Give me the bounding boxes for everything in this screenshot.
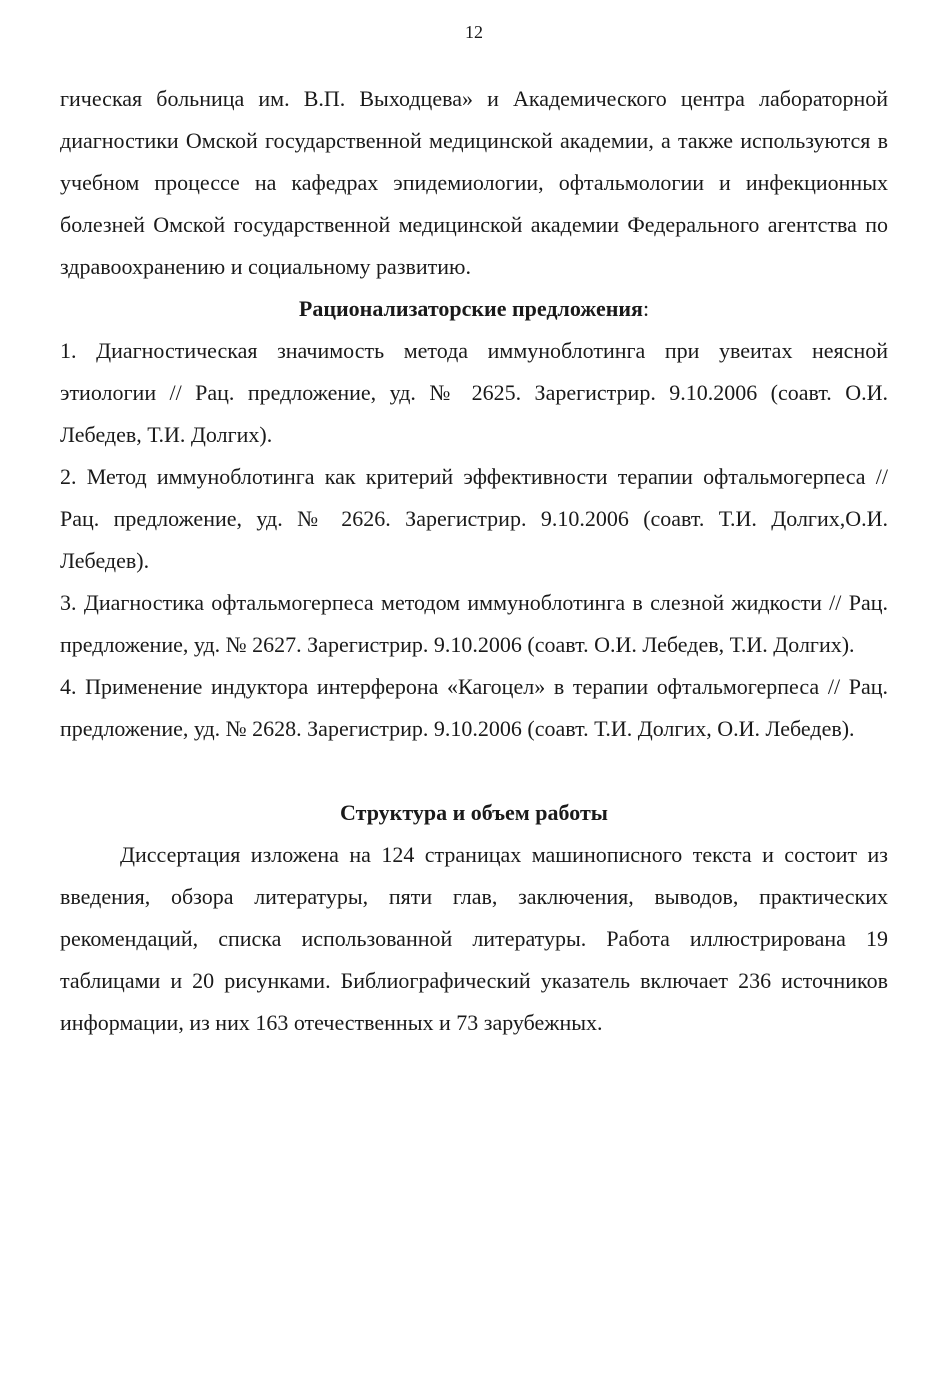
proposals-heading: [60, 288, 888, 330]
proposals-heading-suffix: :: [642, 296, 650, 321]
proposal-item-2: 2. Метод иммуноблотинга как критерий эффективности терапии офтальмогерпеса // Рац. предложение, уд. № 2626. Зарегистрир. 9.10.2006 (соавт. Т.И. Долгих,О.И. Лебедев).: [60, 464, 888, 573]
structure-paragraph: Диссертация изложена на 124 страницах машинописного текста и состоит из введения, обзора литературы, пяти глав, заключения, выводов, практических рекомендаций, списка использованной литературы. Работа иллюстрирована 19 таблицами и 20 рисунками. Библиографический указатель включает 236 источников информации, из них 163 отечественных и 73 зарубежных.: [60, 842, 888, 1035]
proposal-item-1: 1. Диагностическая значимость метода иммуноблотинга при увеитах неясной этиологии // Рац. предложение, уд. № 2625. Зарегистрир. 9.10.2006 (соавт. О.И. Лебедев, Т.И. Долгих).: [60, 338, 888, 447]
proposal-item-4: 4. Применение индуктора интерферона «Кагоцел» в терапии офтальмогерпеса // Рац. предложение, уд. № 2628. Зарегистрир. 9.10.2006 (соавт. Т.И. Долгих, О.И. Лебедев).: [60, 674, 888, 741]
structure-heading: Структура и объем работы: [340, 800, 608, 825]
intro-paragraph: гическая больница им. В.П. Выходцева» и Академического центра лабораторной диагностики Омской государственной медицинской академии, а также используются в учебном процессе на кафедрах эпидемиологии, офтальмологии и инфекционных болезней Омской государственной медицинской академии Федерального агентства по здравоохранению и социальному развитию.: [60, 86, 888, 279]
page-content: [60, 78, 888, 1044]
proposals-heading-text: Рационализаторские предложения: [298, 296, 643, 321]
section-spacer: [60, 750, 888, 792]
page-number: 12: [465, 22, 483, 42]
proposal-item-3: 3. Диагностика офтальмогерпеса методом иммуноблотинга в слезной жидкости // Рац. предложение, уд. № 2627. Зарегистрир. 9.10.2006 (соавт. О.И. Лебедев, Т.И. Долгих).: [60, 590, 888, 657]
